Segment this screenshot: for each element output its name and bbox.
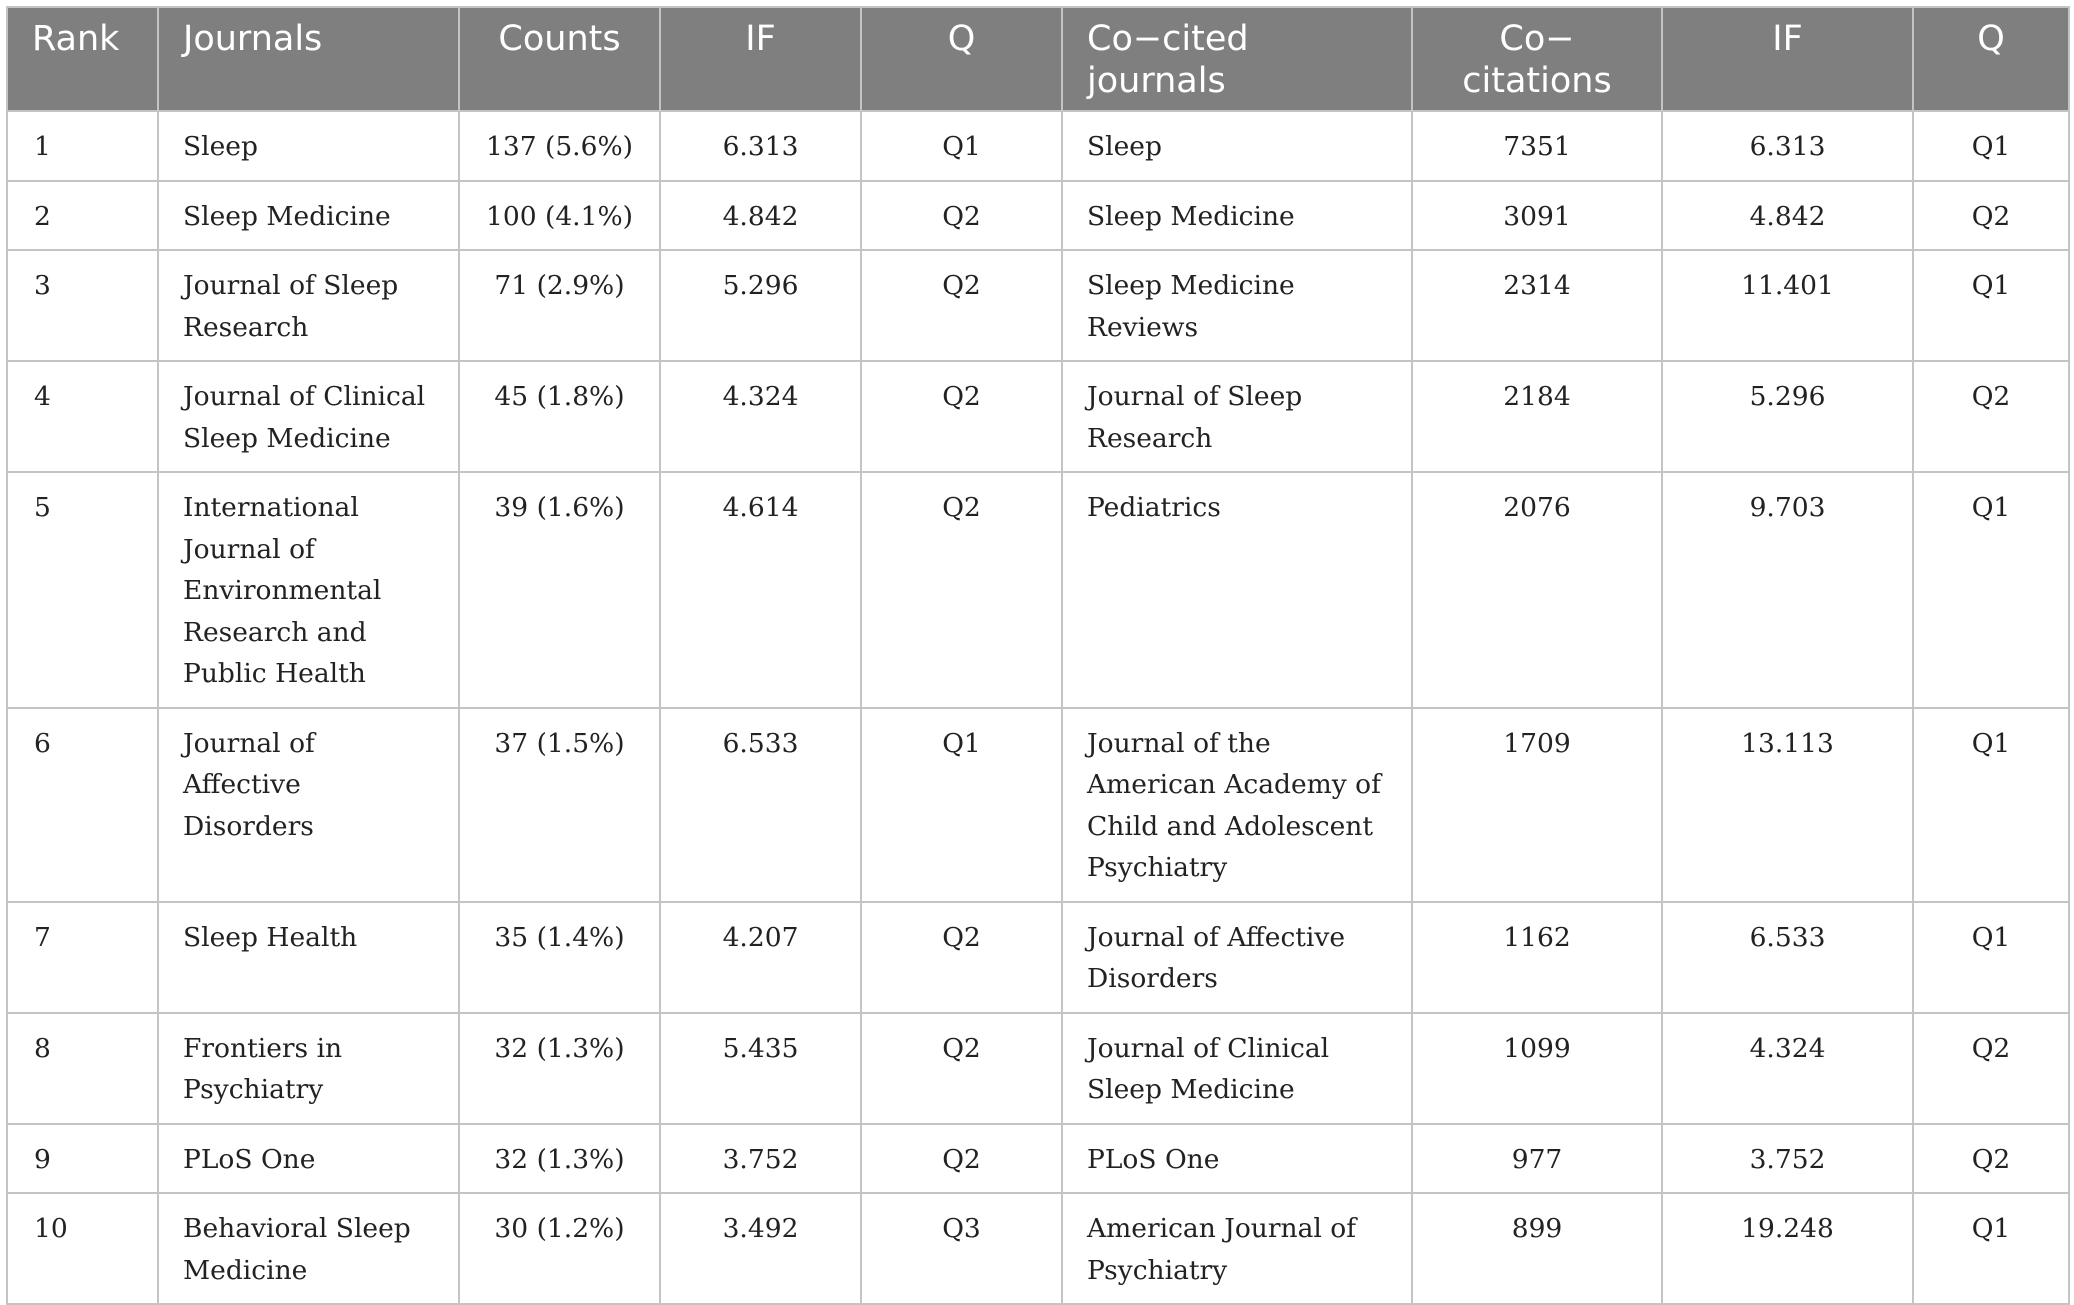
header-if: IF	[660, 7, 861, 111]
cell-if: 4.207	[660, 902, 861, 1013]
cell-co-citations: 1709	[1412, 708, 1662, 902]
cell-journal: Journal of Clinical Sleep Medicine	[158, 361, 459, 472]
cell-q: Q2	[861, 181, 1062, 251]
cell-co-cited-journal: PLoS One	[1062, 1124, 1412, 1194]
cell-co-citations: 7351	[1412, 111, 1662, 181]
cell-co-cited-if: 3.752	[1662, 1124, 1913, 1194]
cell-co-cited-journal: Pediatrics	[1062, 472, 1412, 708]
cell-q: Q2	[861, 1124, 1062, 1194]
table-row	[7, 250, 2069, 361]
cell-journal: Sleep	[158, 111, 459, 181]
cell-rank: 10	[7, 1193, 158, 1304]
table-row	[7, 1193, 2069, 1304]
cell-counts: 137 (5.6%)	[459, 111, 660, 181]
cell-q: Q2	[861, 472, 1062, 708]
cell-co-cited-q: Q1	[1913, 708, 2069, 902]
cell-co-cited-if: 4.324	[1662, 1013, 1913, 1124]
cell-co-citations: 2076	[1412, 472, 1662, 708]
cell-co-cited-q: Q1	[1913, 1193, 2069, 1304]
table-row	[7, 361, 2069, 472]
cell-co-cited-journal: Sleep Medicine	[1062, 181, 1412, 251]
cell-co-cited-q: Q1	[1913, 250, 2069, 361]
cell-q: Q3	[861, 1193, 1062, 1304]
cell-journal: Behavioral Sleep Medicine	[158, 1193, 459, 1304]
journals-table	[6, 6, 2070, 1305]
cell-q: Q1	[861, 111, 1062, 181]
cell-q: Q2	[861, 250, 1062, 361]
cell-co-cited-if: 13.113	[1662, 708, 1913, 902]
cell-co-citations: 899	[1412, 1193, 1662, 1304]
cell-co-cited-q: Q1	[1913, 472, 2069, 708]
cell-co-cited-q: Q2	[1913, 1124, 2069, 1194]
cell-co-cited-journal: Journal of the American Academy of Child and Adolescent Psychiatry	[1062, 708, 1412, 902]
header-row	[7, 7, 2069, 111]
cell-rank: 3	[7, 250, 158, 361]
header-counts: Counts	[459, 7, 660, 111]
cell-if: 3.752	[660, 1124, 861, 1194]
cell-co-citations: 3091	[1412, 181, 1662, 251]
cell-q: Q2	[861, 902, 1062, 1013]
cell-if: 6.313	[660, 111, 861, 181]
cell-co-cited-journal: Journal of Affective Disorders	[1062, 902, 1412, 1013]
cell-if: 4.614	[660, 472, 861, 708]
header-journals: Journals	[158, 7, 459, 111]
cell-co-cited-if: 9.703	[1662, 472, 1913, 708]
cell-co-cited-journal: Journal of Sleep Research	[1062, 361, 1412, 472]
cell-counts: 35 (1.4%)	[459, 902, 660, 1013]
table-header	[7, 7, 2069, 111]
cell-counts: 71 (2.9%)	[459, 250, 660, 361]
cell-counts: 45 (1.8%)	[459, 361, 660, 472]
cell-co-cited-q: Q2	[1913, 1013, 2069, 1124]
cell-counts: 37 (1.5%)	[459, 708, 660, 902]
table-row	[7, 1124, 2069, 1194]
cell-rank: 2	[7, 181, 158, 251]
cell-rank: 6	[7, 708, 158, 902]
cell-q: Q2	[861, 1013, 1062, 1124]
cell-co-cited-journal: Journal of Clinical Sleep Medicine	[1062, 1013, 1412, 1124]
cell-journal: Frontiers in Psychiatry	[158, 1013, 459, 1124]
cell-co-cited-q: Q2	[1913, 361, 2069, 472]
table-row	[7, 181, 2069, 251]
table-row	[7, 111, 2069, 181]
cell-journal: Journal of Sleep Research	[158, 250, 459, 361]
table-row	[7, 1013, 2069, 1124]
header-co-cited-if: IF	[1662, 7, 1913, 111]
cell-co-cited-if: 11.401	[1662, 250, 1913, 361]
cell-co-cited-q: Q1	[1913, 111, 2069, 181]
cell-journal: PLoS One	[158, 1124, 459, 1194]
cell-if: 6.533	[660, 708, 861, 902]
cell-rank: 7	[7, 902, 158, 1013]
cell-co-citations: 2314	[1412, 250, 1662, 361]
header-co-cited-q: Q	[1913, 7, 2069, 111]
cell-co-cited-q: Q1	[1913, 902, 2069, 1013]
header-co-cited-journals: Co−cited journals	[1062, 7, 1412, 111]
cell-if: 5.435	[660, 1013, 861, 1124]
header-co-citations: Co− citations	[1412, 7, 1662, 111]
cell-counts: 32 (1.3%)	[459, 1124, 660, 1194]
cell-co-cited-journal: Sleep Medicine Reviews	[1062, 250, 1412, 361]
cell-counts: 32 (1.3%)	[459, 1013, 660, 1124]
table-row	[7, 902, 2069, 1013]
cell-co-cited-if: 6.533	[1662, 902, 1913, 1013]
cell-rank: 8	[7, 1013, 158, 1124]
cell-q: Q1	[861, 708, 1062, 902]
cell-rank: 5	[7, 472, 158, 708]
cell-co-cited-journal: Sleep	[1062, 111, 1412, 181]
cell-rank: 4	[7, 361, 158, 472]
cell-if: 3.492	[660, 1193, 861, 1304]
cell-if: 4.842	[660, 181, 861, 251]
cell-if: 4.324	[660, 361, 861, 472]
journals-table-container	[6, 6, 2068, 1305]
cell-counts: 39 (1.6%)	[459, 472, 660, 708]
cell-co-cited-q: Q2	[1913, 181, 2069, 251]
cell-co-cited-if: 6.313	[1662, 111, 1913, 181]
cell-co-cited-journal: American Journal of Psychiatry	[1062, 1193, 1412, 1304]
table-row	[7, 472, 2069, 708]
cell-rank: 1	[7, 111, 158, 181]
cell-counts: 100 (4.1%)	[459, 181, 660, 251]
cell-rank: 9	[7, 1124, 158, 1194]
cell-journal: Sleep Medicine	[158, 181, 459, 251]
cell-journal: Sleep Health	[158, 902, 459, 1013]
cell-counts: 30 (1.2%)	[459, 1193, 660, 1304]
cell-co-citations: 1099	[1412, 1013, 1662, 1124]
cell-co-cited-if: 19.248	[1662, 1193, 1913, 1304]
cell-if: 5.296	[660, 250, 861, 361]
cell-q: Q2	[861, 361, 1062, 472]
header-rank: Rank	[7, 7, 158, 111]
table-row	[7, 708, 2069, 902]
cell-journal: Journal of Affective Disorders	[158, 708, 459, 902]
cell-journal: International Journal of Environmental Research and Public Health	[158, 472, 459, 708]
cell-co-citations: 2184	[1412, 361, 1662, 472]
cell-co-citations: 977	[1412, 1124, 1662, 1194]
header-q: Q	[861, 7, 1062, 111]
cell-co-cited-if: 5.296	[1662, 361, 1913, 472]
cell-co-citations: 1162	[1412, 902, 1662, 1013]
table-body	[7, 111, 2069, 1304]
cell-co-cited-if: 4.842	[1662, 181, 1913, 251]
